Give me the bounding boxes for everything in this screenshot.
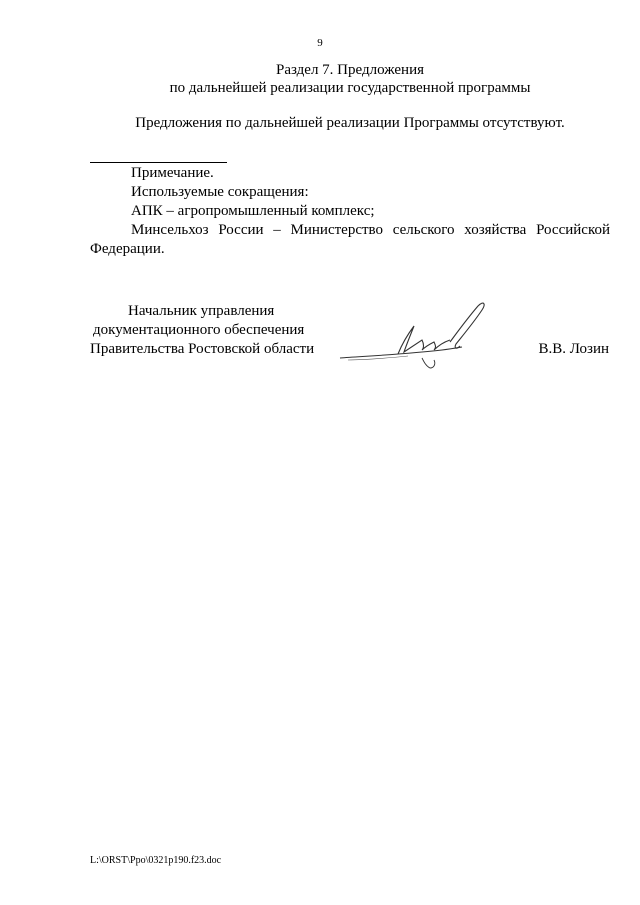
signatory-line-1: Начальник управления <box>128 303 275 319</box>
notes-heading: Примечание. <box>131 165 214 181</box>
signer-name: В.В. Лозин <box>538 341 609 357</box>
body-paragraph: Предложения по дальнейшей реализации Программы отсутствуют. <box>135 115 565 131</box>
notes-block <box>90 164 610 259</box>
section-title <box>90 61 610 97</box>
footnote-divider <box>90 162 227 163</box>
abbreviations-heading: Используемые сокращения: <box>131 184 309 200</box>
section-title-line-2: по дальнейшей реализации государственной программы <box>169 80 531 96</box>
signatory-line-3: Правительства Ростовской области <box>90 341 315 357</box>
abbreviation-apk: АПК – агропромышленный комплекс; <box>131 203 375 219</box>
abbreviation-minselkhoz-continued: Федерации. <box>90 241 165 257</box>
signatory-line-2: документационного обеспечения <box>93 322 305 338</box>
file-path-footer: L:\ORST\Ppo\0321p190.f23.doc <box>90 855 222 866</box>
signatory-title <box>90 302 320 359</box>
abbreviation-minselkhoz: Минсельхоз России – Министерство сельского хозяйства Российской <box>131 222 610 238</box>
handwritten-signature <box>338 298 498 370</box>
page-number: 9 <box>317 37 323 49</box>
section-title-line-1: Раздел 7. Предложения <box>276 62 424 78</box>
